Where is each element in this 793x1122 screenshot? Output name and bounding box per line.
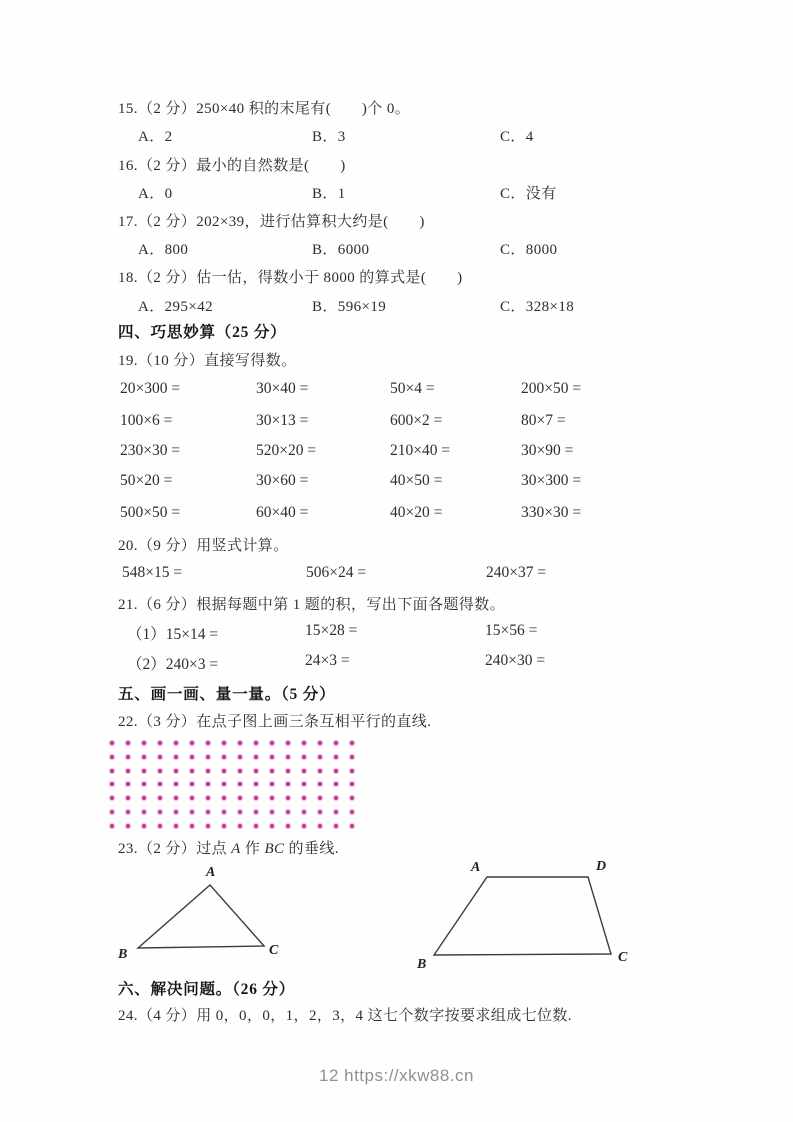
grid-dot <box>254 810 258 814</box>
question-20-text: 20.（9 分）用竖式计算。 <box>118 538 289 554</box>
option-b: B．1 <box>312 186 346 202</box>
question-18-options <box>0 295 793 315</box>
figures-svg <box>110 856 640 978</box>
grid-dot <box>126 824 130 828</box>
math-expression: 240×30 = <box>485 652 546 669</box>
grid-dot <box>286 796 290 800</box>
q19-row-5 <box>0 504 793 526</box>
q19-row-3 <box>0 442 793 464</box>
grid-dot <box>110 796 114 800</box>
q23-text-part: 23.（2 分）过点 <box>118 841 232 857</box>
option-c: C．没有 <box>500 186 557 202</box>
question-24-text: 24.（4 分）用 0，0，0，1，2，3，4 这七个数字按要求组成七位数. <box>118 1008 572 1024</box>
question-22-text: 22.（3 分）在点子图上画三条互相平行的直线. <box>118 714 432 730</box>
grid-dot <box>318 769 322 773</box>
grid-dot <box>318 810 322 814</box>
trapezoid-shape <box>434 877 611 955</box>
grid-dot <box>238 755 242 759</box>
grid-dot <box>222 810 226 814</box>
grid-dot <box>238 741 242 745</box>
grid-dot <box>254 782 258 786</box>
grid-dot <box>238 782 242 786</box>
grid-dot <box>254 741 258 745</box>
math-expression: 548×15 = <box>122 564 183 581</box>
grid-dot <box>222 769 226 773</box>
q19-row-1 <box>0 380 793 402</box>
grid-dot <box>318 755 322 759</box>
grid-dot <box>302 796 306 800</box>
grid-dot <box>190 755 194 759</box>
grid-dot <box>174 810 178 814</box>
grid-dot <box>206 810 210 814</box>
question-17-options <box>0 238 793 258</box>
grid-dot <box>334 810 338 814</box>
grid-dot <box>158 755 162 759</box>
math-expression: 330×30 = <box>521 504 582 521</box>
option-b: B．6000 <box>312 242 370 258</box>
grid-dot <box>110 741 114 745</box>
grid-dot <box>126 796 130 800</box>
grid-dot <box>174 755 178 759</box>
grid-dot <box>158 782 162 786</box>
grid-dot <box>142 769 146 773</box>
math-expression: 50×20 = <box>120 472 173 489</box>
grid-dot <box>270 796 274 800</box>
grid-dot <box>206 741 210 745</box>
grid-dot <box>286 741 290 745</box>
section-6-heading: 六、解决问题。（26 分） <box>118 981 296 998</box>
math-expression: 60×40 = <box>256 504 309 521</box>
grid-dot <box>350 769 354 773</box>
grid-dot <box>222 824 226 828</box>
math-expression: 30×300 = <box>521 472 582 489</box>
grid-dot <box>302 810 306 814</box>
grid-dot <box>350 782 354 786</box>
grid-dot <box>110 782 114 786</box>
grid-dot <box>142 796 146 800</box>
trapezoid-vertex-b-label: B <box>417 957 427 972</box>
math-expression: 200×50 = <box>521 380 582 397</box>
math-expression: 30×90 = <box>521 442 574 459</box>
trapezoid-vertex-a-label: A <box>471 860 481 875</box>
q21-row-2 <box>0 652 793 674</box>
question-16-options <box>0 182 793 202</box>
grid-dot <box>334 796 338 800</box>
option-c: C．4 <box>500 129 534 145</box>
grid-dot <box>222 755 226 759</box>
grid-dot <box>142 824 146 828</box>
math-expression: 20×300 = <box>120 380 181 397</box>
math-expression: 30×13 = <box>256 412 309 429</box>
option-b: B．3 <box>312 129 346 145</box>
grid-dot <box>302 824 306 828</box>
grid-dot <box>302 782 306 786</box>
grid-dot <box>126 769 130 773</box>
math-expression: 520×20 = <box>256 442 317 459</box>
grid-dot <box>318 796 322 800</box>
grid-dot <box>254 755 258 759</box>
math-expression: 40×50 = <box>390 472 443 489</box>
grid-dot <box>334 755 338 759</box>
option-a: A．2 <box>138 129 173 145</box>
math-expression: （1）15×14 = <box>127 626 219 643</box>
grid-dot <box>254 769 258 773</box>
grid-dot <box>190 769 194 773</box>
grid-dot <box>286 824 290 828</box>
grid-dot <box>270 782 274 786</box>
grid-dot <box>190 810 194 814</box>
grid-dot <box>190 824 194 828</box>
section-5-heading: 五、画一画、量一量。（5 分） <box>118 686 336 703</box>
dot-grid <box>106 739 362 831</box>
grid-dot <box>206 755 210 759</box>
grid-dot <box>174 769 178 773</box>
math-expression: 15×28 = <box>305 622 358 639</box>
grid-dot <box>206 796 210 800</box>
triangle-vertex-b-label: B <box>118 947 128 962</box>
question-15-options <box>0 125 793 145</box>
grid-dot <box>142 810 146 814</box>
question-15-text: 15.（2 分）250×40 积的末尾有( )个 0。 <box>118 101 411 117</box>
grid-dot <box>142 782 146 786</box>
triangle-vertex-c-label: C <box>269 943 279 958</box>
grid-dot <box>286 810 290 814</box>
grid-dot <box>318 824 322 828</box>
grid-dot <box>206 769 210 773</box>
grid-dot <box>350 741 354 745</box>
grid-dot <box>270 824 274 828</box>
math-expression: 15×56 = <box>485 622 538 639</box>
grid-dot <box>302 769 306 773</box>
grid-dot <box>110 810 114 814</box>
math-expression: 240×37 = <box>486 564 547 581</box>
question-16-text: 16.（2 分）最小的自然数是( ) <box>118 158 346 174</box>
grid-dot <box>110 769 114 773</box>
math-expression: 500×50 = <box>120 504 181 521</box>
question-18-text: 18.（2 分）估一估，得数小于 8000 的算式是( ) <box>118 270 463 286</box>
option-c: C．8000 <box>500 242 558 258</box>
grid-dot <box>334 741 338 745</box>
grid-dot <box>334 769 338 773</box>
grid-dot <box>286 755 290 759</box>
grid-dot <box>238 769 242 773</box>
grid-dot <box>126 810 130 814</box>
grid-dot <box>350 796 354 800</box>
math-expression: （2）240×3 = <box>127 656 219 673</box>
point-a-label: A <box>231 841 241 857</box>
option-b: B．596×19 <box>312 299 387 315</box>
grid-dot <box>142 755 146 759</box>
grid-dot <box>174 741 178 745</box>
grid-dot <box>302 755 306 759</box>
q19-row-2 <box>0 412 793 434</box>
math-expression: 506×24 = <box>306 564 367 581</box>
geometry-figures <box>110 856 640 978</box>
grid-dot <box>142 741 146 745</box>
option-a: A．295×42 <box>138 299 213 315</box>
grid-dot <box>158 769 162 773</box>
grid-dot <box>158 810 162 814</box>
grid-dot <box>126 741 130 745</box>
grid-dot <box>270 755 274 759</box>
grid-dot <box>222 782 226 786</box>
grid-dot <box>190 782 194 786</box>
triangle-vertex-a-label: A <box>206 865 216 880</box>
grid-dot <box>318 741 322 745</box>
grid-dot <box>286 769 290 773</box>
trapezoid-vertex-d-label: D <box>596 859 607 874</box>
grid-dot <box>238 796 242 800</box>
grid-dot <box>270 810 274 814</box>
grid-dot <box>158 824 162 828</box>
grid-dot <box>238 810 242 814</box>
grid-dot <box>190 796 194 800</box>
q19-row-4 <box>0 472 793 494</box>
grid-dot <box>254 824 258 828</box>
q20-row <box>0 564 793 586</box>
math-expression: 30×40 = <box>256 380 309 397</box>
grid-dot <box>206 824 210 828</box>
grid-dot <box>334 782 338 786</box>
option-a: A．800 <box>138 242 189 258</box>
grid-dot <box>174 824 178 828</box>
grid-dot <box>350 755 354 759</box>
math-expression: 600×2 = <box>390 412 443 429</box>
grid-dot <box>126 782 130 786</box>
math-expression: 24×3 = <box>305 652 350 669</box>
grid-dot <box>174 782 178 786</box>
grid-dot <box>302 741 306 745</box>
page-footer-url: 12 https://xkw88.cn <box>318 1066 475 1085</box>
grid-dot <box>334 824 338 828</box>
option-a: A．0 <box>138 186 173 202</box>
segment-bc-label: BC <box>264 841 285 857</box>
grid-dot <box>350 810 354 814</box>
math-expression: 50×4 = <box>390 380 435 397</box>
question-17-text: 17.（2 分）202×39，进行估算积大约是( ) <box>118 214 425 230</box>
triangle-shape <box>138 885 264 948</box>
grid-dot <box>254 796 258 800</box>
trapezoid-vertex-c-label: C <box>618 950 628 965</box>
option-c: C．328×18 <box>500 299 575 315</box>
grid-dot <box>350 824 354 828</box>
math-expression: 230×30 = <box>120 442 181 459</box>
grid-dot <box>238 824 242 828</box>
math-expression: 80×7 = <box>521 412 566 429</box>
grid-dot <box>222 741 226 745</box>
math-expression: 30×60 = <box>256 472 309 489</box>
question-23-text <box>118 837 339 858</box>
q21-row-1 <box>0 622 793 644</box>
section-4-heading: 四、巧思妙算（25 分） <box>118 324 287 341</box>
grid-dot <box>270 769 274 773</box>
grid-dot <box>174 796 178 800</box>
grid-dot <box>190 741 194 745</box>
math-expression: 40×20 = <box>390 504 443 521</box>
grid-dot <box>110 824 114 828</box>
question-21-text: 21.（6 分）根据每题中第 1 题的积，写出下面各题得数。 <box>118 597 506 613</box>
grid-dot <box>318 782 322 786</box>
grid-dot <box>222 796 226 800</box>
math-expression: 210×40 = <box>390 442 451 459</box>
grid-dot <box>110 755 114 759</box>
grid-dot <box>206 782 210 786</box>
question-19-text: 19.（10 分）直接写得数。 <box>118 353 297 369</box>
math-expression: 100×6 = <box>120 412 173 429</box>
q23-text-part: 的垂线. <box>284 841 339 857</box>
q23-text-part: 作 <box>240 841 265 857</box>
grid-dot <box>158 796 162 800</box>
grid-dot <box>286 782 290 786</box>
grid-dot <box>270 741 274 745</box>
grid-dot <box>158 741 162 745</box>
grid-dot <box>126 755 130 759</box>
